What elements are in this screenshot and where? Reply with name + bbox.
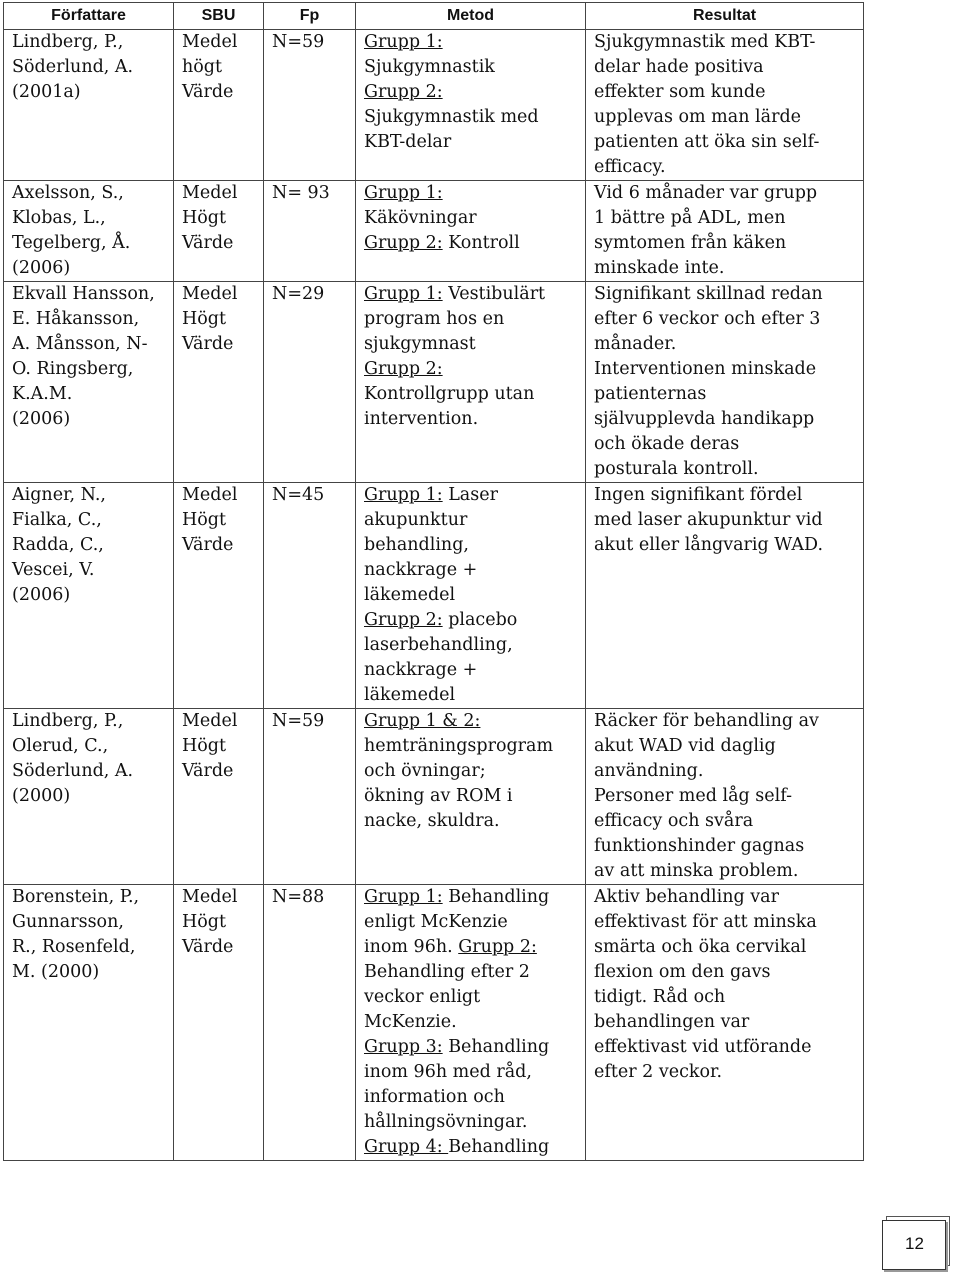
method-line <box>364 910 585 935</box>
author-cell-line: Radda, C., <box>12 535 104 555</box>
author-cell-line: Ekvall Hansson, <box>12 284 155 304</box>
method-text: Laser <box>442 485 498 505</box>
method-text: Sjukgymnastik med <box>364 107 539 127</box>
sbu-cell <box>174 30 264 181</box>
method-line <box>364 583 585 608</box>
method-line <box>364 357 585 382</box>
header-result: Resultat <box>586 3 864 30</box>
sbu-cell-line: Högt <box>182 309 227 329</box>
group-label: Grupp 1: <box>364 183 443 203</box>
method-text: program hos en <box>364 309 505 329</box>
result-cell-line: månader. <box>594 334 677 354</box>
method-line <box>364 407 585 432</box>
result-cell-line: symtomen från käken <box>594 233 787 253</box>
author-cell-line: Borenstein, P., <box>12 887 140 907</box>
method-line <box>364 307 585 332</box>
result-cell-line: Personer med låg self- <box>594 786 792 806</box>
method-text: Kontrollgrupp utan <box>364 384 535 404</box>
method-line <box>364 1085 585 1110</box>
result-cell-line: Signifikant skillnad redan <box>594 284 823 304</box>
method-text: Behandling <box>442 887 550 907</box>
method-line <box>364 759 585 784</box>
table-header-row <box>4 3 864 30</box>
sbu-cell-line: Medel <box>182 284 238 304</box>
header-method: Metod <box>356 3 586 30</box>
method-line <box>364 282 585 307</box>
sbu-cell <box>174 282 264 483</box>
method-line <box>364 181 585 206</box>
table-body <box>4 30 864 1161</box>
sample-size-cell: N=29 <box>264 282 356 483</box>
author-cell-line: Tegelberg, Å. <box>12 233 131 253</box>
sbu-cell-line: Värde <box>182 937 234 957</box>
table-row <box>4 30 864 181</box>
group-label: Grupp 2: <box>364 610 443 630</box>
result-cell-line: Sjukgymnastik med KBT- <box>594 32 816 52</box>
group-label: Grupp 2: <box>364 82 443 102</box>
result-cell-line: efter 2 veckor. <box>594 1062 723 1082</box>
method-line <box>364 960 585 985</box>
result-cell-line: upplevas om man lärde <box>594 107 802 127</box>
method-text: intervention. <box>364 409 479 429</box>
sbu-cell-line: Högt <box>182 912 227 932</box>
result-cell-line: Interventionen minskade <box>594 359 817 379</box>
group-label: Grupp 2: <box>364 359 443 379</box>
author-cell-line: (2006) <box>12 585 71 605</box>
author-cell-line: Lindberg, P., <box>12 711 124 731</box>
group-label: Grupp 3: <box>364 1037 443 1057</box>
method-text: och övningar; <box>364 761 486 781</box>
sbu-cell <box>174 181 264 282</box>
author-cell-line: Aigner, N., <box>12 485 106 505</box>
method-text: Kontroll <box>442 233 520 253</box>
sample-size-cell: N=88 <box>264 885 356 1161</box>
method-line <box>364 206 585 231</box>
header-sbu: SBU <box>174 3 264 30</box>
result-cell-line: självupplevda handikapp <box>594 409 815 429</box>
method-text: veckor enligt <box>364 987 481 1007</box>
author-cell-line: M. (2000) <box>12 962 100 982</box>
result-cell-line: 1 bättre på ADL, men <box>594 208 786 228</box>
method-text: McKenzie. <box>364 1012 457 1032</box>
result-cell <box>586 181 864 282</box>
result-cell-line: minskade inte. <box>594 258 725 278</box>
author-cell-line: Olerud, C., <box>12 736 109 756</box>
sbu-cell-line: Värde <box>182 82 234 102</box>
method-text: information och <box>364 1087 505 1107</box>
result-cell-line: patienternas <box>594 384 707 404</box>
method-text: Behandling <box>442 1037 550 1057</box>
author-cell-line: (2006) <box>12 258 71 278</box>
group-label: Grupp 1 & 2: <box>364 711 481 731</box>
method-cell <box>356 885 586 1161</box>
table-row <box>4 282 864 483</box>
method-line <box>364 558 585 583</box>
author-cell-line: Söderlund, A. <box>12 57 134 77</box>
method-line <box>364 508 585 533</box>
group-label: Grupp 1: <box>364 887 443 907</box>
method-text: läkemedel <box>364 585 456 605</box>
result-cell <box>586 885 864 1161</box>
method-line <box>364 332 585 357</box>
method-text: behandling, <box>364 535 469 555</box>
result-cell-line: posturala kontroll. <box>594 459 759 479</box>
author-cell-line: O. Ringsberg, <box>12 359 134 379</box>
method-text: Vestibulärt <box>442 284 546 304</box>
method-line <box>364 382 585 407</box>
result-cell-line: effektivast för att minska <box>594 912 817 932</box>
result-cell-line: effekter som kunde <box>594 82 766 102</box>
result-cell-line: användning. <box>594 761 704 781</box>
method-text: Käkövningar <box>364 208 477 228</box>
author-cell-line: R., Rosenfeld, <box>12 937 136 957</box>
method-text: nackkrage + <box>364 660 478 680</box>
sbu-cell-line: Värde <box>182 761 234 781</box>
result-cell-line: av att minska problem. <box>594 861 799 881</box>
result-cell-line: delar hade positiva <box>594 57 764 77</box>
result-cell-line: efficacy och svåra <box>594 811 754 831</box>
sbu-cell-line: Värde <box>182 334 234 354</box>
method-text: ökning av ROM i <box>364 786 513 806</box>
sample-size-cell: N=45 <box>264 483 356 709</box>
method-line <box>364 709 585 734</box>
method-line <box>364 633 585 658</box>
sbu-cell-line: Medel <box>182 183 238 203</box>
method-line <box>364 105 585 130</box>
author-cell-line: K.A.M. <box>12 384 73 404</box>
result-cell-line: efficacy. <box>594 157 666 177</box>
method-text: akupunktur <box>364 510 468 530</box>
group-label: Grupp 1: <box>364 485 443 505</box>
literature-review-table <box>3 2 864 1161</box>
method-cell <box>356 709 586 885</box>
method-text: Sjukgymnastik <box>364 57 495 77</box>
group-label: Grupp 4: <box>364 1137 449 1157</box>
sbu-cell <box>174 483 264 709</box>
sample-size-cell: N=59 <box>264 30 356 181</box>
method-line <box>364 885 585 910</box>
result-cell-line: med laser akupunktur vid <box>594 510 823 530</box>
table-row <box>4 709 864 885</box>
result-cell <box>586 282 864 483</box>
result-cell-line: funktionshinder gagnas <box>594 836 805 856</box>
method-cell <box>356 483 586 709</box>
method-line <box>364 1010 585 1035</box>
author-cell-line: Vescei, V. <box>12 560 95 580</box>
result-cell-line: Ingen signifikant fördel <box>594 485 803 505</box>
author-cell-line: Axelsson, S., <box>12 183 124 203</box>
method-line <box>364 231 585 256</box>
method-line <box>364 533 585 558</box>
method-line <box>364 683 585 708</box>
sbu-cell <box>174 885 264 1161</box>
author-cell <box>4 885 174 1161</box>
method-line <box>364 1135 585 1160</box>
method-line <box>364 80 585 105</box>
group-label: Grupp 1: <box>364 284 443 304</box>
result-cell-line: effektivast vid utförande <box>594 1037 812 1057</box>
result-cell-line: akut WAD vid daglig <box>594 736 776 756</box>
sbu-cell-line: Medel <box>182 711 238 731</box>
method-text: sjukgymnast <box>364 334 476 354</box>
sbu-cell-line: Medel <box>182 887 238 907</box>
table-row <box>4 181 864 282</box>
sbu-cell-line: Medel <box>182 32 238 52</box>
result-cell-line: Vid 6 månader var grupp <box>594 183 818 203</box>
result-cell-line: akut eller långvarig WAD. <box>594 535 824 555</box>
method-text: hemträningsprogram <box>364 736 554 756</box>
author-cell <box>4 30 174 181</box>
result-cell-line: behandlingen var <box>594 1012 750 1032</box>
method-line <box>364 809 585 834</box>
method-cell <box>356 282 586 483</box>
method-cell <box>356 181 586 282</box>
header-fp: Fp <box>264 3 356 30</box>
author-cell <box>4 282 174 483</box>
method-line <box>364 30 585 55</box>
result-cell-line: tidigt. Råd och <box>594 987 726 1007</box>
author-cell-line: Fialka, C., <box>12 510 102 530</box>
method-line <box>364 935 585 960</box>
sbu-cell-line: Högt <box>182 736 227 756</box>
page-number-box <box>882 1216 952 1268</box>
sbu-cell-line: Högt <box>182 208 227 228</box>
author-cell-line: (2001a) <box>12 82 81 102</box>
header-author: Författare <box>4 3 174 30</box>
method-line <box>364 55 585 80</box>
method-text: KBT-delar <box>364 132 452 152</box>
method-text: hållningsövningar. <box>364 1112 528 1132</box>
page-number: 12 <box>905 1234 924 1253</box>
author-cell-line: E. Håkansson, <box>12 309 140 329</box>
method-line <box>364 608 585 633</box>
sbu-cell-line: Värde <box>182 233 234 253</box>
method-text: laserbehandling, <box>364 635 513 655</box>
sample-size-cell: N= 93 <box>264 181 356 282</box>
author-cell <box>4 709 174 885</box>
author-cell-line: Klobas, L., <box>12 208 106 228</box>
method-line <box>364 658 585 683</box>
author-cell <box>4 483 174 709</box>
method-text: nackkrage + <box>364 560 478 580</box>
method-line <box>364 483 585 508</box>
sbu-cell-line: Värde <box>182 535 234 555</box>
method-line <box>364 130 585 155</box>
group-label: Grupp 2: <box>364 233 443 253</box>
method-line <box>364 985 585 1010</box>
result-cell-line: Aktiv behandling var <box>594 887 779 907</box>
author-cell-line: (2006) <box>12 409 71 429</box>
sample-size-cell: N=59 <box>264 709 356 885</box>
result-cell-line: smärta och öka cervikal <box>594 937 807 957</box>
author-cell-line: Gunnarsson, <box>12 912 124 932</box>
method-line <box>364 1035 585 1060</box>
method-text: placebo <box>442 610 518 630</box>
method-text: nacke, skuldra. <box>364 811 500 831</box>
result-cell-line: efter 6 veckor och efter 3 <box>594 309 821 329</box>
method-cell <box>356 30 586 181</box>
table-row <box>4 885 864 1161</box>
group-label: Grupp 2: <box>458 937 537 957</box>
method-line <box>364 1110 585 1135</box>
author-cell-line: Lindberg, P., <box>12 32 124 52</box>
result-cell-line: och ökade deras <box>594 434 740 454</box>
result-cell-line: patienten att öka sin self- <box>594 132 820 152</box>
table-row <box>4 483 864 709</box>
author-cell-line: (2000) <box>12 786 71 806</box>
result-cell-line: Räcker för behandling av <box>594 711 819 731</box>
method-text: enligt McKenzie <box>364 912 508 932</box>
method-text: inom 96h. <box>364 937 459 957</box>
result-cell <box>586 30 864 181</box>
method-text: läkemedel <box>364 685 456 705</box>
method-line <box>364 1060 585 1085</box>
author-cell-line: A. Månsson, N- <box>12 334 148 354</box>
sbu-cell <box>174 709 264 885</box>
group-label: Grupp 1: <box>364 32 443 52</box>
author-cell-line: Söderlund, A. <box>12 761 134 781</box>
method-line <box>364 734 585 759</box>
sbu-cell-line: Högt <box>182 510 227 530</box>
method-line <box>364 784 585 809</box>
method-text: Behandling efter 2 <box>364 962 530 982</box>
result-cell <box>586 483 864 709</box>
method-text: inom 96h med råd, <box>364 1062 532 1082</box>
author-cell <box>4 181 174 282</box>
result-cell-line: flexion om den gavs <box>594 962 771 982</box>
method-text: Behandling <box>448 1137 550 1157</box>
sbu-cell-line: högt <box>182 57 223 77</box>
result-cell <box>586 709 864 885</box>
sbu-cell-line: Medel <box>182 485 238 505</box>
